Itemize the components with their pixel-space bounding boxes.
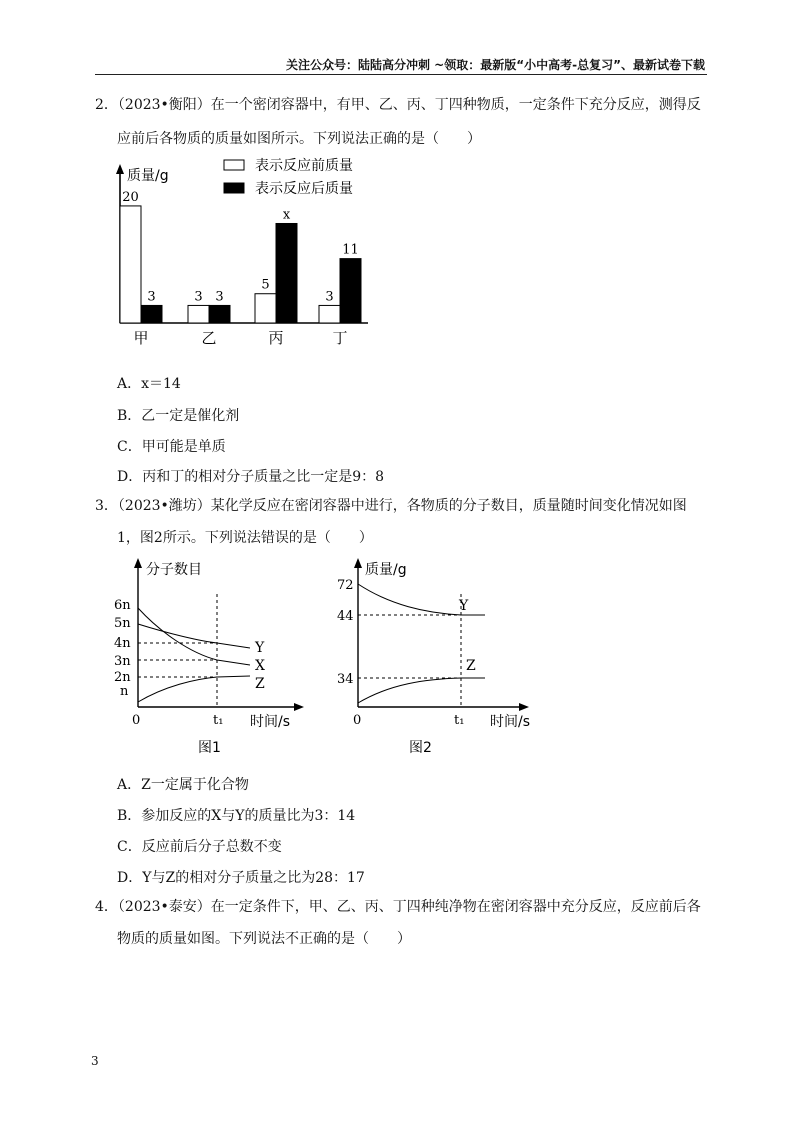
fig2-y-axis-arrow <box>354 558 362 568</box>
category-label-甲: 甲 <box>133 329 149 347</box>
bar-label-after-甲: 3 <box>147 289 156 305</box>
q4-stem-line1: 4．（2023•泰安）在一定条件下，甲、乙、丙、丁四种纯净物在密闭容器中充分反应，反应前后各 <box>95 899 701 915</box>
bar-before-乙 <box>188 305 209 323</box>
bar-label-before-丙: 5 <box>261 277 270 293</box>
fig2-x-axis-arrow <box>519 703 529 711</box>
legend-before-label: 表示反应前质量 <box>255 158 353 174</box>
q2-option-c: C．甲可能是单质 <box>117 439 226 455</box>
fig1-label-z: Z <box>255 676 265 692</box>
bar-after-乙 <box>209 305 230 323</box>
q2-y-axis-arrow <box>116 164 124 174</box>
q3-figure2 <box>325 552 545 762</box>
bar-before-甲 <box>120 206 141 323</box>
fig1-tick-6n: 6n <box>114 598 131 613</box>
bar-label-after-丁: 11 <box>342 242 359 258</box>
bar-label-before-乙: 3 <box>194 289 203 305</box>
fig1-curve-y <box>138 624 250 648</box>
fig2-curve-z <box>358 678 485 703</box>
fig2-x-tick: t₁ <box>454 713 465 728</box>
bar-after-甲 <box>141 305 162 323</box>
q2-stem-line2: 应前后各物质的质量如图所示。下列说法正确的是（ ） <box>117 131 481 147</box>
category-label-丙: 丙 <box>268 329 284 347</box>
bar-after-丙 <box>276 223 297 323</box>
bar-label-before-甲: 20 <box>122 189 139 205</box>
bar-after-丁 <box>340 259 361 323</box>
q2-bar-chart <box>100 150 400 355</box>
fig1-y-label: 分子数目 <box>146 562 202 578</box>
q2-stem-line1: 2．（2023•衡阳）在一个密闭容器中，有甲、乙、丙、丁四种物质，一定条件下充分反应，测得反 <box>95 97 701 113</box>
q3-option-c: C．反应前后分子总数不变 <box>117 839 282 855</box>
fig1-tick-3n: 3n <box>114 654 131 669</box>
fig1-curve-z <box>138 676 250 702</box>
q2-y-label: 质量/g <box>127 168 169 184</box>
fig1-caption: 图1 <box>198 740 221 756</box>
q4-stem-line2: 物质的质量如图。下列说法不正确的是（ ） <box>117 931 411 947</box>
q3-stem-line1: 3．（2023•潍坊）某化学反应在密闭容器中进行，各物质的分子数目，质量随时间变化情况如图 <box>95 498 687 514</box>
fig1-tick-2n: 2n <box>114 670 131 685</box>
fig1-tick-5n: 5n <box>114 616 131 631</box>
fig2-tick-34: 34 <box>337 672 354 687</box>
fig1-tick-n: n <box>120 684 129 699</box>
page-number: 3 <box>91 1054 99 1068</box>
q3-figure1 <box>110 552 310 762</box>
fig1-x-tick: t₁ <box>213 713 224 728</box>
q2-option-a: A．x＝14 <box>117 376 181 392</box>
q2-option-d: D．丙和丁的相对分子质量之比一定是9：8 <box>117 469 385 485</box>
bar-label-after-乙: 3 <box>215 289 224 305</box>
legend-before-swatch <box>224 160 244 170</box>
fig1-y-axis-arrow <box>134 558 142 568</box>
q2-option-b: B．乙一定是催化剂 <box>117 408 240 424</box>
fig2-label-z: Z <box>466 658 476 674</box>
q3-option-b: B．参加反应的X与Y的质量比为3：14 <box>117 808 356 824</box>
fig1-x-label: 时间/s <box>250 714 291 730</box>
fig2-label-y: Y <box>459 598 469 614</box>
bar-before-丙 <box>255 294 276 323</box>
fig1-label-x: X <box>255 658 265 674</box>
q3-stem-line2: 1，图2所示。下列说法错误的是（ ） <box>117 530 373 546</box>
q3-option-a: A．Z一定属于化合物 <box>117 777 249 793</box>
fig2-origin: 0 <box>353 713 362 728</box>
fig2-caption: 图2 <box>409 740 432 756</box>
fig2-x-label: 时间/s <box>490 714 531 730</box>
category-label-丁: 丁 <box>332 329 348 347</box>
q3-option-d: D．Y与Z的相对分子质量之比为28：17 <box>117 870 365 886</box>
bar-before-丁 <box>319 305 340 323</box>
fig1-label-y: Y <box>255 640 265 656</box>
fig1-tick-4n: 4n <box>114 636 131 651</box>
fig2-tick-44: 44 <box>337 609 354 624</box>
legend-after-swatch <box>224 183 244 193</box>
category-label-乙: 乙 <box>201 329 217 347</box>
page-header: 关注公众号：陆陆高分冲刺 ~领取：最新版“小中高考-总复习”、最新试卷下载 <box>286 58 705 72</box>
bar-label-after-丙: x <box>282 207 291 223</box>
header-rule <box>95 74 707 75</box>
fig2-y-label: 质量/g <box>365 562 407 578</box>
legend-after-label: 表示反应后质量 <box>255 181 353 197</box>
fig1-curve-x <box>138 608 250 665</box>
fig1-x-axis-arrow <box>294 703 304 711</box>
bar-label-before-丁: 3 <box>325 289 334 305</box>
fig1-origin: 0 <box>132 713 141 728</box>
fig2-tick-72: 72 <box>337 578 354 593</box>
